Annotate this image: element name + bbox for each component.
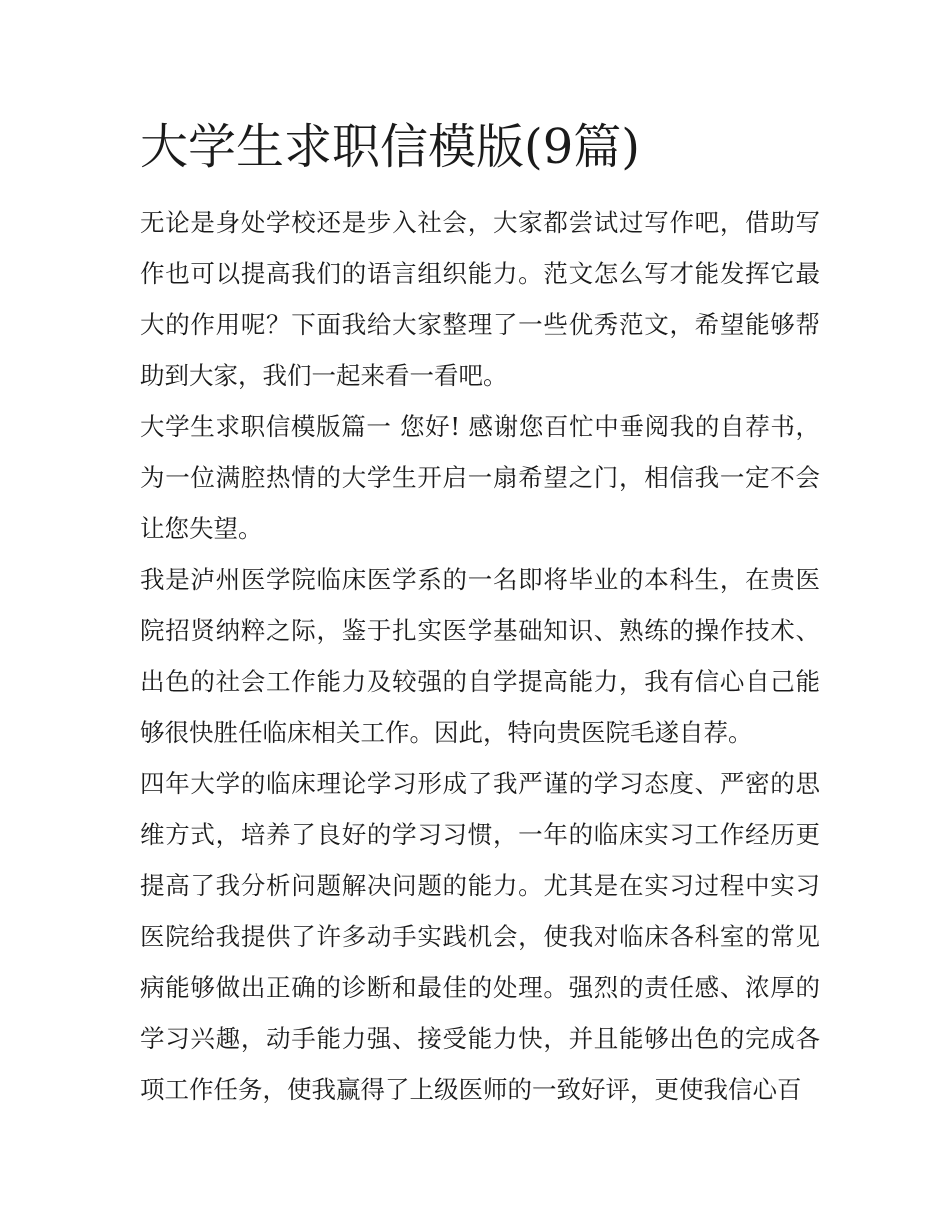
document-body — [140, 197, 820, 1115]
paragraph-letter-opening: 大学生求职信模版篇一 您好! 感谢您百忙中垂阅我的自荐书，为一位满腔热情的大学生开启一扇希望之门，相信我一定不会让您失望。 — [140, 412, 820, 543]
document-title: 大学生求职信模版(9篇) — [140, 119, 640, 175]
paragraph-study-experience: 四年大学的临床理论学习形成了我严谨的学习态度、严密的思维方式，培养了良好的学习习惯，一年的临床实习工作经历更提高了我分析问题解决问题的能力。尤其是在实习过程中实习医院给我提供了许多动手实践机会，使我对临床各科室的常见病能够做出正确的诊断和最佳的处理。强烈的责任感、浓厚的学习兴趣，动手能力强、接受能力快，并且能够出色的完成各项工作任务，使我赢得了上级医师的一致好评，更使我信心百 — [140, 769, 820, 1104]
paragraph-self-introduction: 我是泸州医学院临床医学系的一名即将毕业的本科生，在贵医院招贤纳粹之际，鉴于扎实医学基础知识、熟练的操作技术、出色的社会工作能力及较强的自学提高能力，我有信心自己能够很快胜任临床相关工作。因此，特向贵医院毛遂自荐。 — [140, 565, 820, 747]
paragraph-intro: 无论是身处学校还是步入社会，大家都尝试过写作吧，借助写作也可以提高我们的语言组织能力。范文怎么写才能发挥它最大的作用呢？下面我给大家整理了一些优秀范文，希望能够帮助到大家，我们一起来看一看吧。 — [140, 208, 820, 390]
